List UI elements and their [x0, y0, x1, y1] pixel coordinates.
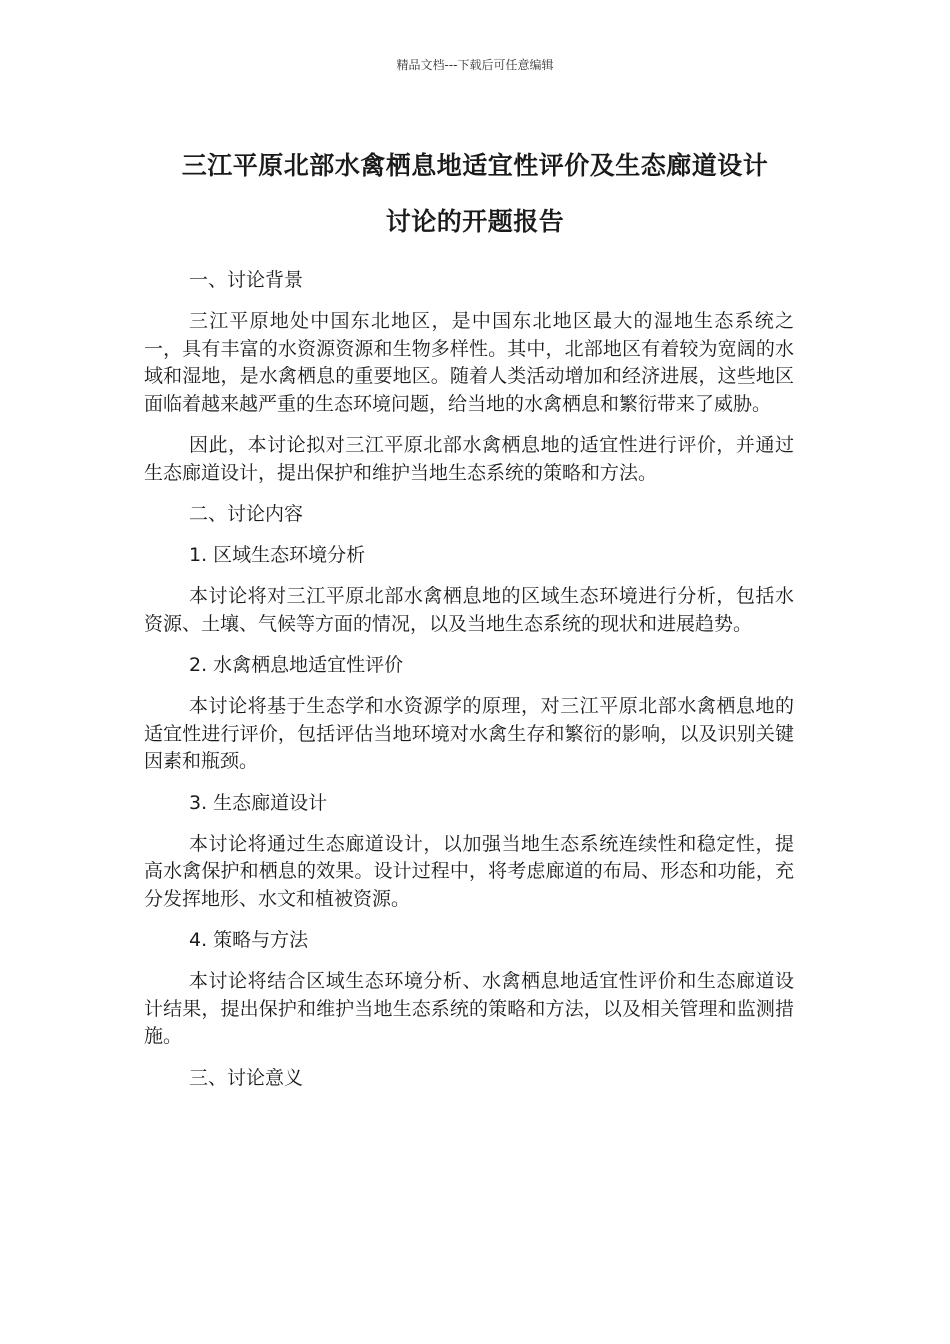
section-heading-background: 一、讨论背景: [189, 269, 304, 291]
subsection-paragraph-1: 本讨论将对三江平原北部水禽栖息地的区域生态环境进行分析，包括水资源、土壤、气候等方面的情况，以及当地生态系统的现状和进展趋势。: [144, 585, 794, 635]
document-title: [120, 138, 830, 250]
title-line-1: 三江平原北部水禽栖息地适宜性评价及生态廊道设计: [181, 151, 769, 180]
document-body: [144, 267, 794, 1106]
section-heading-significance: 三、讨论意义: [189, 1066, 304, 1089]
subsection-heading-1: 1. 区域生态环境分析: [189, 544, 366, 566]
subsection-paragraph-2: 本讨论将基于生态学和水资源学的原理，对三江平原北部水禽栖息地的适宜性进行评价，包括评估当地环境对水禽生存和繁衍的影响，以及识别关键因素和瓶颈。: [144, 695, 794, 772]
page-header-watermark: 精品文档---下载后可任意编辑: [396, 58, 554, 72]
subsection-paragraph-4: 本讨论将结合区域生态环境分析、水禽栖息地适宜性评价和生态廊道设计结果，提出保护和维护当地生态系统的策略和方法，以及相关管理和监测措施。: [144, 970, 794, 1047]
background-paragraph-2: 因此，本讨论拟对三江平原北部水禽栖息地的适宜性进行评价，并通过生态廊道设计，提出保护和维护当地生态系统的策略和方法。: [144, 434, 794, 484]
subsection-paragraph-3: 本讨论将通过生态廊道设计，以加强当地生态系统连续性和稳定性，提高水禽保护和栖息的效果。设计过程中，将考虑廊道的布局、形态和功能，充分发挥地形、水文和植被资源。: [144, 832, 794, 910]
subsection-heading-2: 2. 水禽栖息地适宜性评价: [189, 654, 404, 676]
subsection-heading-3: 3. 生态廊道设计: [189, 791, 328, 814]
title-line-2: 讨论的开题报告: [385, 207, 565, 236]
section-heading-content: 二、讨论内容: [189, 503, 304, 525]
background-paragraph-1: 三江平原地处中国东北地区，是中国东北地区最大的湿地生态系统之一，具有丰富的水资源资源和生物多样性。其中，北部地区有着较为宽阔的水域和湿地，是水禽栖息的重要地区。随着人类活动增加和经济进展，这些地区面临着越来越严重的生态环境问题，给当地的水禽栖息和繁衍带来了威胁。: [144, 310, 794, 415]
subsection-heading-4: 4. 策略与方法: [189, 929, 309, 951]
